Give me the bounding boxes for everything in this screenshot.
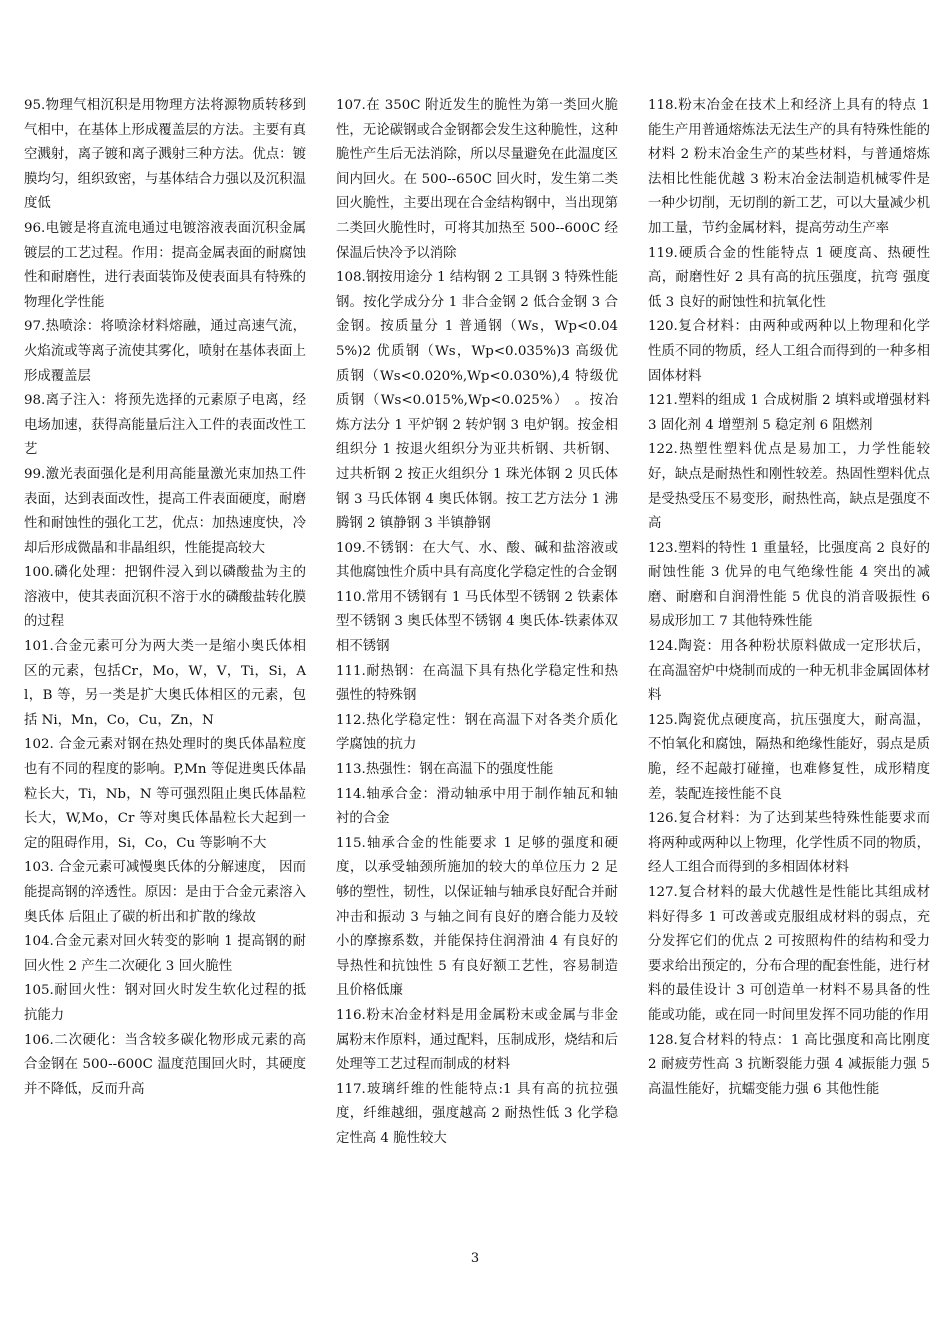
item-118: 118.粉末冶金在技术上和经济上具有的特点 1 能生产用普通熔炼法无法生产的具有特殊性能的材料 2 粉末冶金生产的某些材料，与普通熔炼法相比性能优越 3 粉末冶金法制造机械零件是一种少切削，无切削的新工艺，可以大量减少机加工量，节约金属材料，提高劳动生产率 <box>648 98 930 236</box>
item-108: 108.钢按用途分 1 结构钢 2 工具钢 3 特殊性能钢。按化学成分分 1 非合金钢 2 低合金钢 3 合金钢。按质量分 1 普通钢（Ws，Wp<0.045%)2 优质钢（Ws，Wp<0.035%)3 高级优质钢（Ws<0.020%,Wp<0.030%),4 特级优质钢（Ws<0.015%,Wp<0.025%） 。按冶炼方法分 1 平炉钢 2 转炉钢 3 电炉钢。按金相组织分 1 按退火组织分为亚共析钢、共析钢、过共析钢 2 按正火组织分 1 珠光体钢 2 贝氏体钢 3 马氏体钢 4 奥氏体钢。按工艺方法分 1 沸腾钢 2 镇静钢 3 半镇静钢 <box>336 270 618 532</box>
item-119: 119.硬质合金的性能特点 1 硬度高、热硬性高，耐磨性好 2 具有高的抗压强度，抗弯 强度低 3 良好的耐蚀性和抗氧化性 <box>648 245 930 310</box>
item-100: 100.磷化处理：把钢件浸入到以磷酸盐为主的溶液中，使其表面沉积不溶于水的磷酸盐转化膜的过程 <box>24 565 306 630</box>
item-103: 103. 合金元素可减慢奥氏体的分解速度， 因而能提高钢的淬透性。原因：是由于合金元素溶入奥氏体 后阻止了碳的析出和扩散的缘故 <box>24 860 306 925</box>
item-98: 98.离子注入：将预先选择的元素原子电离，经电场加速，获得高能量后注入工件的表面改性工艺 <box>24 393 306 458</box>
item-122: 122.热塑性塑料优点是易加工，力学性能较好，缺点是耐热性和刚性较差。热固性塑料优点是受热受压不易变形，耐热性高，缺点是强度不高 <box>648 442 930 532</box>
item-116: 116.粉末冶金材料是用金属粉末或金属与非金属粉末作原料，通过配料，压制成形，烧结和后处理等工艺过程而制成的材料 <box>336 1007 618 1073</box>
item-113: 113.热强性：钢在高温下的强度性能 <box>336 762 554 778</box>
item-95: 95.物理气相沉积是用物理方法将源物质转移到气相中，在基体上形成覆盖层的方法。主要有真空溅射，离子镀和离子溅射三种方法。优点：镀膜均匀，组织致密，与基体结合力强以及沉积温度低 <box>24 98 306 212</box>
item-96: 96.电镀是将直流电通过电镀溶液表面沉积金属镀层的工艺过程。作用：提高金属表面的耐腐蚀性和耐磨性，进行表面装饰及使表面具有特殊的物理化学性能 <box>24 220 306 310</box>
item-112: 112.热化学稳定性：钢在高温下对各类介质化学腐蚀的抗力 <box>336 712 618 753</box>
item-111: 111.耐热钢：在高温下具有热化学稳定性和热强性的特殊钢 <box>336 663 618 704</box>
item-114: 114.轴承合金：滑动轴承中用于制作轴瓦和轴衬的合金 <box>336 786 618 827</box>
item-99: 99.激光表面强化是利用高能量激光束加热工件表面，达到表面改性，提高工件表面硬度，耐磨性和耐蚀性的强化工艺，优点：加热速度快，冷却后形成微晶和非晶组织，性能提高较大 <box>24 466 306 556</box>
item-110: 110.常用不锈钢有 1 马氏体型不锈钢 2 铁素体型不锈钢 3 奥氏体型不锈钢 4 奥氏体-铁素体双相不锈钢 <box>336 589 618 655</box>
item-120: 120.复合材料：由两种或两种以上物理和化学性质不同的物质，经人工组合而得到的一种多相固体材料 <box>648 319 930 384</box>
item-115: 115.轴承合金的性能要求 1 足够的强度和硬度，以承受轴颈所施加的较大的单位压力 2 足够的塑性，韧性，以保证轴与轴承良好配合并耐冲击和振动 3 与轴之间有良好的磨合能力及较小的摩擦系数，并能保持住润滑油 4 有良好的导热性和抗蚀性 5 有良好额工艺性，容易制造且价格低廉 <box>336 835 618 999</box>
item-105: 105.耐回火性：钢对回火时发生软化过程的抵抗能力 <box>24 983 306 1023</box>
item-124: 124.陶瓷：用各种粉状原料做成一定形状后，在高温窑炉中烧制而成的一种无机非金属固体材料 <box>648 639 930 704</box>
item-125: 125.陶瓷优点硬度高，抗压强度大，耐高温，不怕氧化和腐蚀，隔热和绝缘性能好，弱点是质脆，经不起敲打碰撞，也难修复性，成形精度差，装配连接性能不良 <box>648 712 930 802</box>
item-123: 123.塑料的特性 1 重量轻，比强度高 2 良好的耐蚀性能 3 优异的电气绝缘性能 4 突出的减磨、耐磨和自润滑性能 5 优良的消音吸振性 6 易成形加工 7 其他特殊性能 <box>648 540 930 630</box>
item-106: 106.二次硬化：当含较多碳化物形成元素的高合金钢在 500--600C 温度范围回火时，其硬度并不降低，反而升高 <box>24 1032 306 1097</box>
text-column-right <box>648 94 930 1102</box>
text-column-left <box>24 94 306 1102</box>
item-128: 128.复合材料的特点：1 高比强度和高比刚度 2 耐疲劳性高 3 抗断裂能力强 4 减振能力强 5 高温性能好，抗蠕变能力强 6 其他性能 <box>648 1032 930 1097</box>
item-102: 102. 合金元素对钢在热处理时的奥氏体晶粒度也有不同的程度的影响。P,Mn 等促进奥氏体晶粒长大，Ti，Nb，N 等可强烈阻止奥氏体晶粒长大，W,Mo，Cr 等对奥氏体晶粒长大起到一定的阻碍作用，Si，Co，Cu 等影响不大 <box>24 737 306 851</box>
text-column-middle <box>336 94 618 1152</box>
page-number: 3 <box>470 1251 480 1266</box>
item-104: 104.合金元素对回火转变的影响 1 提高钢的耐回火性 2 产生二次硬化 3 回火脆性 <box>24 934 306 974</box>
item-127: 127.复合材料的最大优越性是性能比其组成材料好得多 1 可改善或克服组成材料的弱点，充分发挥它们的优点 2 可按照构件的结构和受力要求给出预定的，分布合理的配套性能，进行材料的最佳设计 3 可创造单一材料不易具备的性能或功能，或在同一时间里发挥不同功能的作用 <box>648 885 930 1023</box>
item-117: 117.玻璃纤维的性能特点:1 具有高的抗拉强度，纤维越细，强度越高 2 耐热性低 3 化学稳定性高 4 脆性较大 <box>336 1081 618 1146</box>
item-126: 126.复合材料：为了达到某些特殊性能要求而将两种或两种以上物理，化学性质不同的物质，经人工组合而得到的多相固体材料 <box>648 811 930 876</box>
item-121: 121.塑料的组成 1 合成树脂 2 填料或增强材料 3 固化剂 4 增塑剂 5 稳定剂 6 阻燃剂 <box>648 393 930 433</box>
item-101: 101.合金元素可分为两大类一是缩小奥氏体相区的元素，包括Cr，Mo，W，V，Ti，Si，Al，B 等，另一类是扩大奥氏体相区的元素，包括 Ni，Mn，Co，Cu，Zn，N <box>24 639 306 728</box>
item-107: 107.在 350C 附近发生的脆性为第一类回火脆性，无论碳钢或合金钢都会发生这种脆性，这种脆性产生后无法消除，所以尽量避免在此温度区间内回火。在 500--650C 回火时，发生第二类回火脆性，主要出现在合金结构钢中，当出现第二类回火脆性时，可将其加热至 500--600C 经保温后快冷予以消除 <box>336 98 618 261</box>
item-97: 97.热喷涂：将喷涂材料熔融，通过高速气流，火焰流或等离子流使其雾化，喷射在基体表面上形成覆盖层 <box>24 319 306 384</box>
item-109: 109.不锈钢：在大气、水、酸、碱和盐溶液或其他腐蚀性介质中具有高度化学稳定性的合金钢 <box>336 540 618 581</box>
